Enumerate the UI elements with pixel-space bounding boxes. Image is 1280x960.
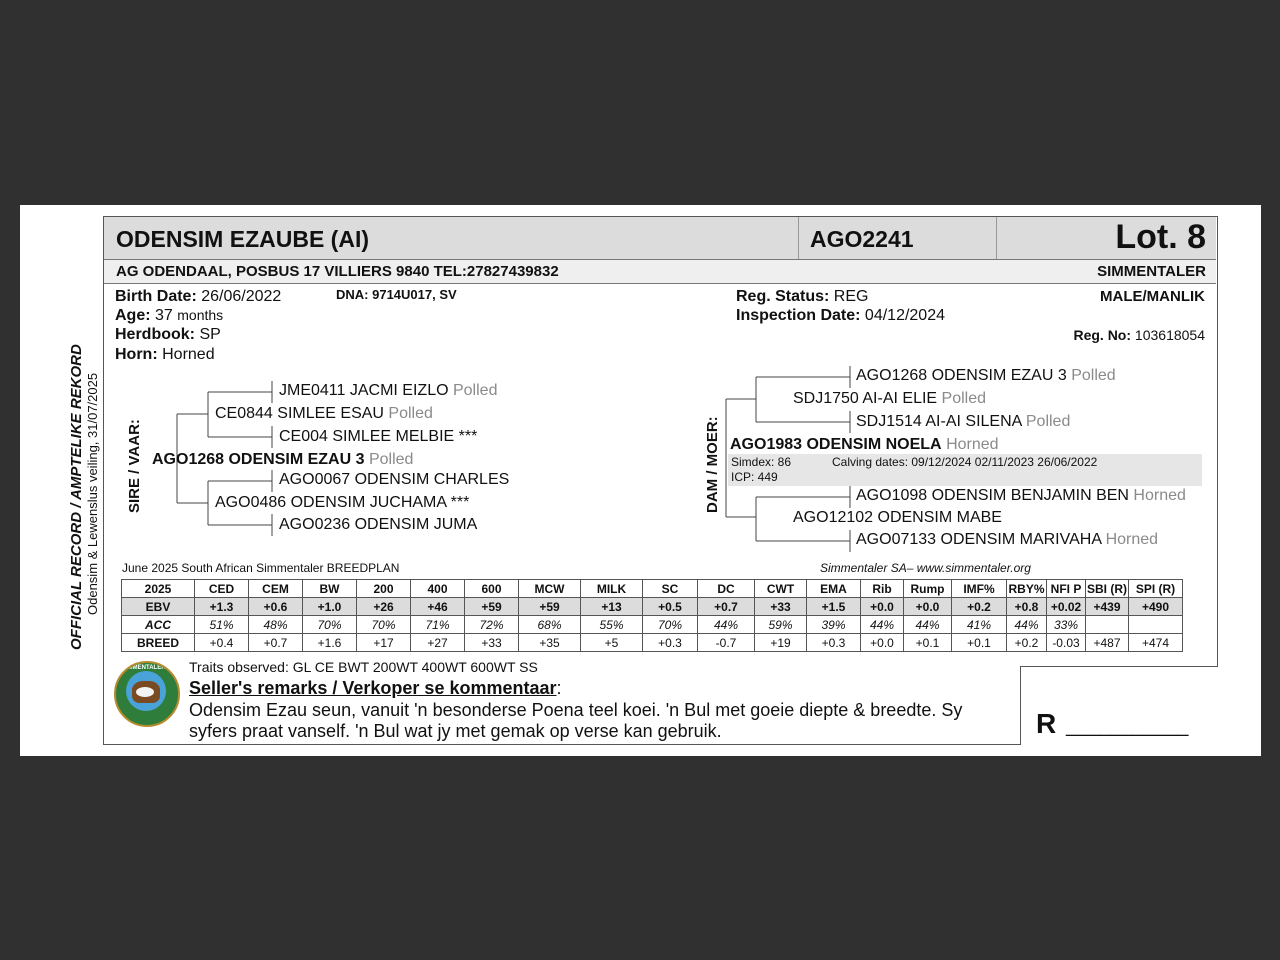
remarks-line-1: Odensim Ezau seun, vanuit 'n besonderse Poena teel koei. 'n Bul met goeie diepte & breedte. Sy — [189, 700, 963, 720]
ebv-header-cell: NFI P — [1047, 580, 1086, 598]
pedigree-sire-sire: CE0844 SIMLEE ESAU Polled — [215, 405, 433, 422]
pedigree-dam-dam: AGO12102 ODENSIM MABE — [793, 509, 1002, 526]
ebv-cell: +0.4 — [195, 634, 249, 652]
ebv-cell: +17 — [357, 634, 411, 652]
ebv-cell: +27 — [411, 634, 465, 652]
ebv-cell: +474 — [1129, 634, 1183, 652]
ebv-cell: 44% — [861, 616, 904, 634]
ebv-header-cell: SBI (R) — [1087, 581, 1127, 596]
ebv-cell: +0.5 — [643, 598, 698, 616]
ebv-cell: +487 — [1086, 634, 1129, 652]
ebv-cell: 51% — [195, 616, 249, 634]
ebv-cell: +0.0 — [904, 598, 952, 616]
ebv-header-cell: 600 — [465, 580, 519, 598]
breedplan-source: Simmentaler SA– www.simmentaler.org — [820, 561, 1031, 575]
ebv-cell: +26 — [357, 598, 411, 616]
pedigree-sire: AGO1268 ODENSIM EZAU 3 Polled — [152, 451, 414, 468]
ebv-row-breed — [122, 634, 1183, 652]
ebv-cell: +59 — [465, 598, 519, 616]
ebv-cell: 71% — [411, 616, 465, 634]
ebv-header-cell: BW — [303, 580, 357, 598]
ebv-cell: 70% — [643, 616, 698, 634]
ebv-cell: +0.2 — [1007, 634, 1047, 652]
ebv-cell: +46 — [411, 598, 465, 616]
pedigree-ss-sire: JME0411 JACMI EIZLO Polled — [279, 382, 498, 399]
ebv-cell: 44% — [904, 616, 952, 634]
ebv-cell: +0.3 — [807, 634, 861, 652]
ebv-cell: +0.1 — [952, 634, 1007, 652]
age: Age: 37 months — [115, 307, 224, 324]
remarks-line-2: syfers praat vanself. 'n Bul wat jy met gemak op verse kan gebruik. — [189, 721, 722, 741]
pedigree-sd-dam: AGO0236 ODENSIM JUMA — [279, 516, 478, 533]
dna-info: DNA: 9714U017, SV — [336, 287, 457, 302]
ebv-header-cell: IMF% — [952, 580, 1007, 598]
lot-number: Lot. 8 — [1115, 218, 1206, 256]
traits-observed: Traits observed: GL CE BWT 200WT 400WT 600WT SS — [189, 659, 538, 675]
ebv-cell: +490 — [1129, 598, 1183, 616]
icp: ICP: 449 — [731, 470, 778, 484]
simdex: Simdex: 86 — [731, 455, 792, 469]
ebv-cell — [1086, 616, 1129, 634]
inspection-date: Inspection Date: 04/12/2024 — [736, 307, 945, 324]
ebv-header-cell: 2025 — [122, 580, 195, 598]
ebv-header-cell: CED — [195, 580, 249, 598]
ebv-cell: +439 — [1086, 598, 1129, 616]
ebv-cell: 41% — [952, 616, 1007, 634]
ebv-cell: 70% — [357, 616, 411, 634]
ebv-header-cell: CWT — [755, 580, 807, 598]
ebv-header-cell: Rib — [861, 580, 904, 598]
ebv-cell: +33 — [755, 598, 807, 616]
pedigree-ss-dam: CE004 SIMLEE MELBIE *** — [279, 428, 478, 445]
ebv-cell: +19 — [755, 634, 807, 652]
ebv-row-acc — [122, 616, 1183, 634]
breedplan-caption: June 2025 South African Simmentaler BREEDPLAN — [122, 561, 400, 575]
ebv-header-cell: SC — [643, 580, 698, 598]
ebv-cell: BREED — [122, 634, 195, 652]
pedigree-ds-dam: SDJ1514 AI-AI SILENA Polled — [856, 413, 1071, 430]
ebv-header-cell: RBY% — [1008, 581, 1045, 596]
ebv-cell: 44% — [698, 616, 755, 634]
ebv-header-cell: DC — [698, 580, 755, 598]
ebv-cell: +0.2 — [952, 598, 1007, 616]
ebv-cell: +1.0 — [303, 598, 357, 616]
ebv-cell: +1.6 — [303, 634, 357, 652]
pedigree-ds-sire: AGO1268 ODENSIM EZAU 3 Polled — [856, 367, 1116, 384]
ebv-header-cell: 400 — [411, 580, 465, 598]
ebv-cell: +5 — [581, 634, 643, 652]
ebv-cell: 39% — [807, 616, 861, 634]
ebv-header-cell: MCW — [519, 580, 581, 598]
animal-name: ODENSIM EZAUBE (AI) — [116, 226, 369, 252]
price-label: R — [1036, 708, 1057, 739]
ebv-cell: +1.5 — [807, 598, 861, 616]
pedigree-sd-sire: AGO0067 ODENSIM CHARLES — [279, 471, 510, 488]
calving-dates: Calving dates: 09/12/2024 02/11/2023 26/06/2022 — [832, 455, 1098, 469]
ebv-cell: +0.1 — [904, 634, 952, 652]
reg-status: Reg. Status: REG — [736, 288, 869, 305]
ebv-cell: +0.7 — [698, 598, 755, 616]
auction-label: Odensim & Lewenslus veiling, 31/07/2025 — [85, 372, 100, 615]
ebv-table — [121, 579, 1183, 652]
animal-id: AGO2241 — [810, 226, 914, 252]
ebv-cell: -0.7 — [698, 634, 755, 652]
ebv-cell: -0.03 — [1047, 634, 1086, 652]
ebv-cell: +35 — [519, 634, 581, 652]
sex-label: MALE/MANLIK — [1100, 288, 1205, 305]
ebv-cell: EBV — [122, 598, 195, 616]
ebv-header-cell: CEM — [249, 580, 303, 598]
horn: Horn: Horned — [115, 346, 215, 363]
ebv-header-cell: MILK — [581, 580, 643, 598]
sire-side-label: SIRE / VAAR: — [126, 419, 143, 513]
ebv-row-ebv — [122, 598, 1183, 616]
ebv-cell: 72% — [465, 616, 519, 634]
birth-date: Birth Date: 26/06/2022 — [115, 288, 282, 305]
ebv-header-row — [122, 580, 1183, 598]
ebv-header-cell: SPI (R) — [1129, 580, 1183, 598]
ebv-cell: +1.3 — [195, 598, 249, 616]
ebv-cell: 33% — [1047, 616, 1086, 634]
pedigree-sire-dam: AGO0486 ODENSIM JUCHAMA *** — [215, 494, 470, 511]
ebv-cell: +0.6 — [249, 598, 303, 616]
pedigree-dd-dam: AGO07133 ODENSIM MARIVAHA Horned — [856, 531, 1159, 548]
owner-info: AG ODENDAAL, POSBUS 17 VILLIERS 9840 TEL:27827439832 — [116, 263, 559, 280]
price-blank[interactable]: ___________ — [1066, 715, 1189, 737]
pedigree-dd-sire: AGO1098 ODENSIM BENJAMIN BEN Horned — [856, 487, 1186, 504]
ebv-cell: +0.02 — [1047, 598, 1086, 616]
herdbook: Herdbook: SP — [115, 326, 221, 343]
ebv-cell: +0.8 — [1007, 598, 1047, 616]
remarks-title: Seller's remarks / Verkoper se kommentaar: — [189, 678, 562, 698]
official-record-label: OFFICIAL RECORD / AMPTELIKE REKORD — [68, 344, 85, 650]
ebv-cell: +13 — [581, 598, 643, 616]
ebv-cell: +0.3 — [643, 634, 698, 652]
ebv-header-cell: EMA — [807, 580, 861, 598]
simmentaler-logo: SIMMENTALER — [114, 661, 180, 727]
ebv-header-cell: 200 — [357, 580, 411, 598]
ebv-cell — [1129, 616, 1183, 634]
breed-label: SIMMENTALER — [1097, 263, 1206, 280]
dam-side-label: DAM / MOER: — [704, 416, 721, 513]
ebv-cell: 68% — [519, 616, 581, 634]
lot-card — [20, 205, 1261, 756]
pedigree-dam-sire: SDJ1750 AI-AI ELIE Polled — [793, 390, 987, 407]
reg-number: Reg. No: 103618054 — [1073, 327, 1205, 343]
ebv-cell: +0.0 — [861, 598, 904, 616]
ebv-cell: 55% — [581, 616, 643, 634]
ebv-cell: +59 — [519, 598, 581, 616]
ebv-cell: 48% — [249, 616, 303, 634]
ebv-cell: 44% — [1007, 616, 1047, 634]
pedigree-dam: AGO1983 ODENSIM NOELA Horned — [730, 436, 999, 453]
ebv-cell: 59% — [755, 616, 807, 634]
ebv-cell: +0.7 — [249, 634, 303, 652]
ebv-cell: +33 — [465, 634, 519, 652]
ebv-cell: ACC — [122, 616, 195, 634]
ebv-cell: 70% — [303, 616, 357, 634]
ebv-cell: +0.0 — [861, 634, 904, 652]
ebv-header-cell: Rump — [904, 580, 952, 598]
